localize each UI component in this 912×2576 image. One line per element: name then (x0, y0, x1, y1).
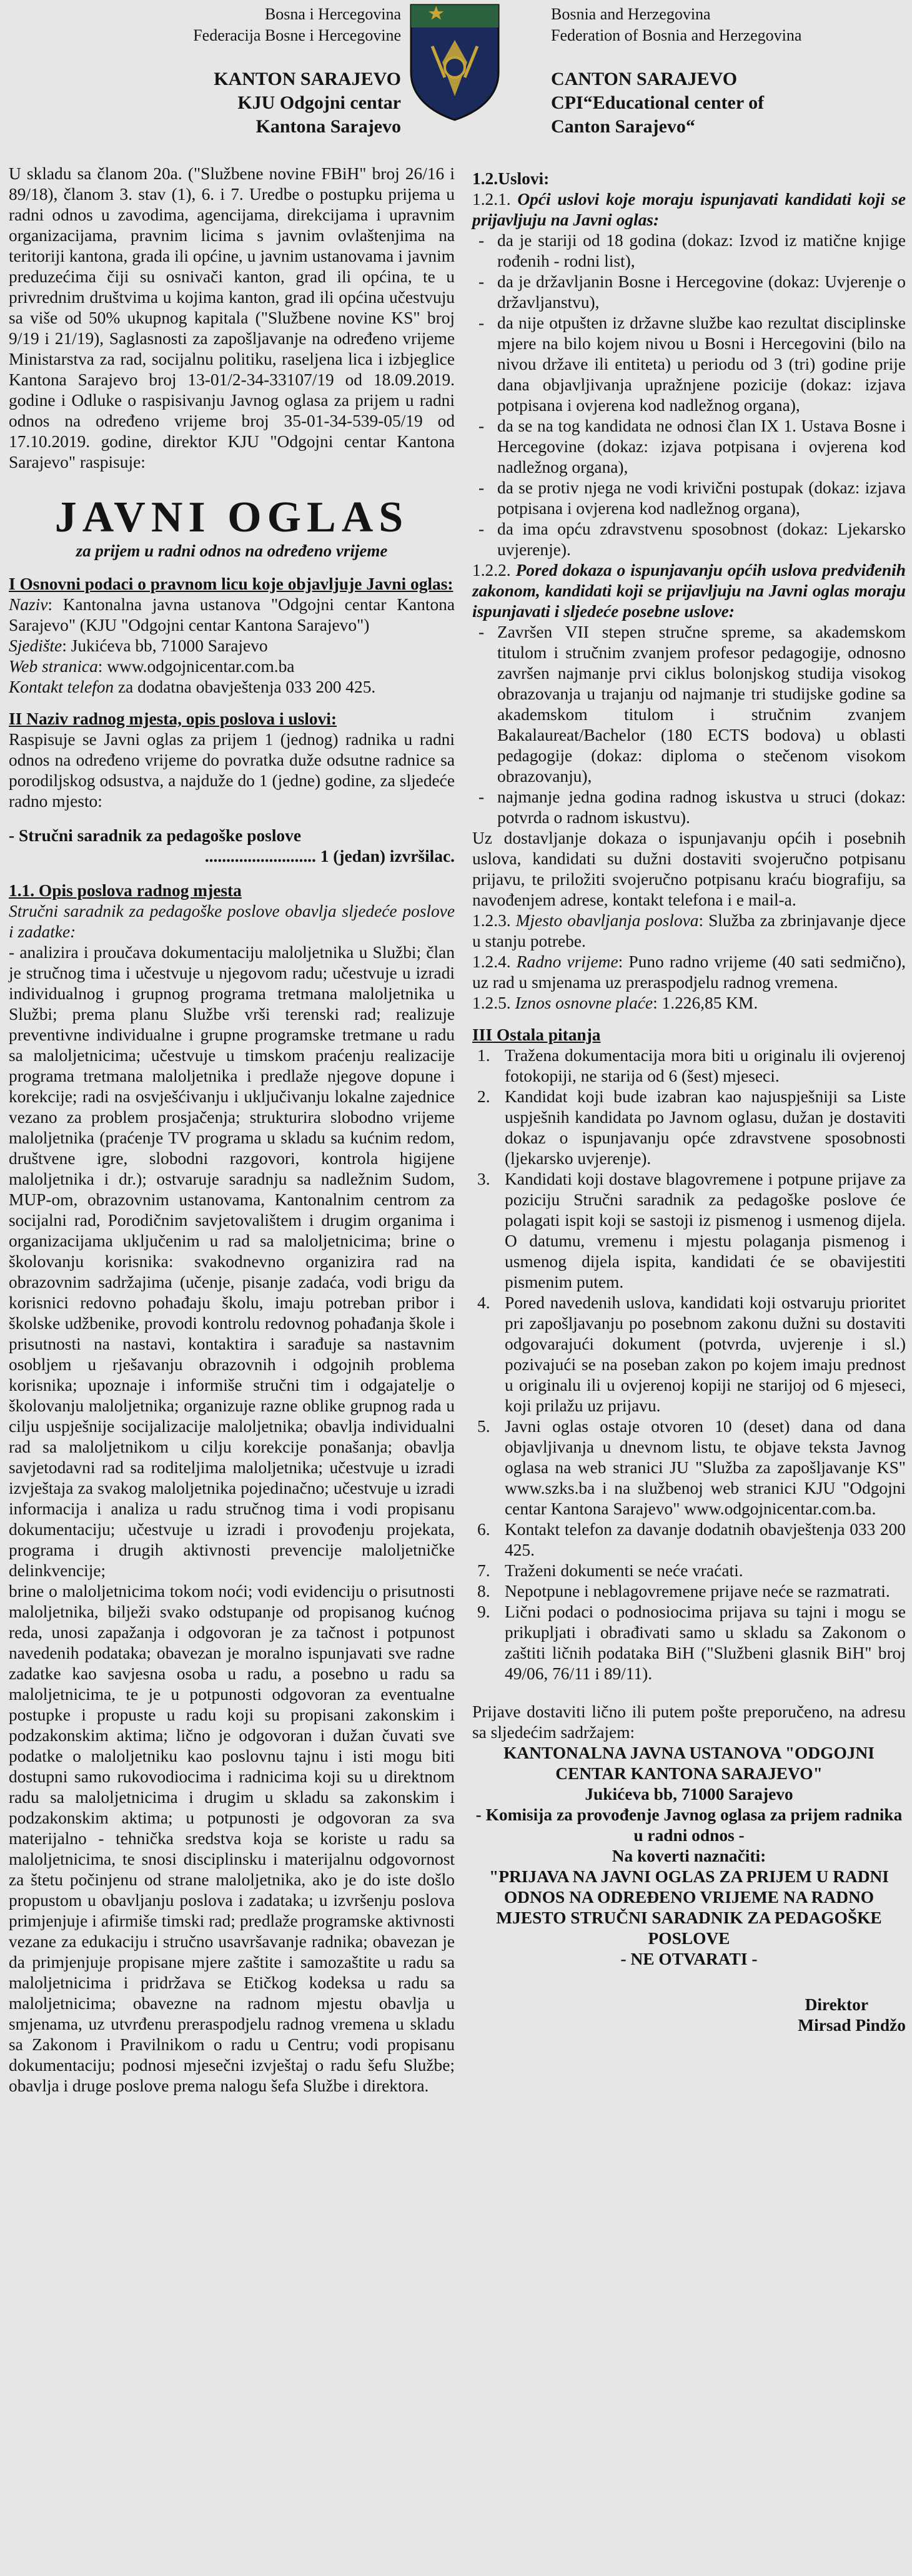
kontakt-value: za dodatna obavještenja 033 200 425. (114, 678, 376, 696)
kontakt-line (9, 677, 455, 698)
list-item: - da ima opću zdravstvenu sposobnost (dokaz: Ljekarsko uvjerenje). (472, 519, 906, 560)
other-issues-list (472, 1045, 906, 1684)
vrijeme-label: Radno vrijeme (516, 952, 618, 971)
left-column (9, 164, 455, 2096)
institution-name-cont: Kantona Sarajevo (255, 116, 401, 137)
list-item: 7. Traženi dokumenti se neće vraćati. (477, 1561, 743, 1580)
job-description-text-2: brine o maloljetnicima tokom noći; vodi evidenciju o prisutnosti maloljetnika, bilježi svako odstupanje od propisanog kućnog reda, unosi zapažanja i odgovoran je za tačnost i potpunost navedenih podataka; obavezan je moralno ispunjavati sve radne zadatke kao savjesna osoba u radu, a posebno u radu sa maloljetnicima, te je u potpunosti odgovoran za eventualne postupke i propuste u radu koji su propisani zakonskim i podzakonskim aktima; lično je odgovoran i dužan čuvati sve podatke o maloljetniku kao poslovnu tajnu i isti mogu biti dostupni samo rukovodiocima i radnicima koji su u direktnom radu sa maloljetnicima i drugim u skladu sa zakonskim i podzakonskim aktima; u potpunosti je odgovoran za sva materijalno - tehnička sredstva koja se koriste u radu sa maloljetnicima, te snosi disciplinsku i materijalnu odgovornost za štetu počinjenu od strane maloljetnika, ako je do iste došlo propustom u obavljanju poslova i zadataka; u izvršenju poslova primjenjuje i afirmiše timski rad; predlaže programske aktivnosti vezane za edukaciju i stručno usavršavanje radnika; obavezan je da primjenjuje propisane mjere zaštite i samozaštite u radu sa maloljetnicima i pridržava se Etičkog kodeksa u radu sa maloljetnicima; obavezne na radnom mjestu obavlja u smjenama, uz utvrđenu preraspodjelu radnog vremena u skladu sa Zakonom i Pravilnikom o radu u Centru; vodi propisanu dokumentaciju; podnosi mjesečni izvještaj o radu šefu Službe; obavlja i druge poslove prema nalogu šefa Službe i direktora. (9, 1582, 455, 2095)
mjesto-label: Mjesto obavljanja poslova (515, 911, 699, 930)
sjediste-value: : Jukićeva bb, 71000 Sarajevo (62, 636, 268, 655)
list-item: - da nije otpušten iz državne službe kao rezultat disciplinske mjere na bilo kojem nivou u Bosni i Hercegovini (bilo na nivou države ili entiteta) u periodu od 3 (tri) godine prije dana objavljivanja upražnjene pozicije (dokaz: izjava potpisana i ovjerena kod nadležnog organa), (472, 313, 906, 416)
list-item: - Završen VII stepen stručne spreme, sa akademskom titulom i stručnim zvanjem profesor pedagogije, odnosno završen najmanje prvi ciklus bolonjskog studija visokog obrazovanja u trajanju od najmanje tri studijske godine sa akademskom titulom i stručnim zvanjem Bakalaureat/Bachelor (180 ECTS bodova) u oblasti pedagogije (dokaz: diploma o stečenom visokom obrazovanju), (472, 622, 906, 787)
list-item: 8. Nepotpune i neblagovremene prijave neće se razmatrati. (477, 1582, 890, 1601)
notice-subtitle: za prijem u radni odnos na određeno vrijeme (76, 541, 388, 560)
section-2-text: Raspisuje se Javni oglas za prijem 1 (jednog) radnika u radni odnos na određeno vrijeme do povratka duže odsutne radnice sa porodiljskog odsustva, a najduže do 1 (jedne) godine, za sljedeće radno mjesto: (9, 730, 455, 811)
naziv-label: Naziv (9, 595, 48, 614)
address-commission: - Komisija za provođenje Javnog oglasa za prijem radnika u radni odnos - (475, 1805, 903, 1845)
letterhead-local (51, 4, 401, 139)
list-item: - da se protiv njega ne vodi krivični postupak (dokaz: izjava potpisana i ovjerena kod nadležnog organa), (472, 478, 906, 519)
mjesto-num: 1.2.3. (472, 911, 516, 930)
list-item: 1. Tražena dokumentacija mora biti u originalu ili ovjerenoj fotokopiji, ne starija od 6 (šest) mjeseci. (477, 1046, 906, 1085)
federation-name-en: Federation of Bosnia and Herzegovina (551, 26, 802, 44)
canton-name: KANTON SARAJEVO (214, 69, 401, 89)
opci-lead: Opći uslovi koje moraju ispunjavati kandidati koji se prijavljuju na Javni oglas: (472, 190, 906, 229)
section-3-title: III Ostala pitanja (472, 1025, 601, 1044)
institution-name-en: CPI“Educational center of (551, 92, 765, 113)
work-location-line (472, 910, 906, 952)
list-item: - da je državljanin Bosne i Hercegovine (dokaz: Uvjerenje o državljanstvu), (472, 272, 906, 313)
placa-num: 1.2.5. (472, 994, 515, 1012)
job-description-lead: Stručni saradnik za pedagoške poslove obavlja sljedeće poslove i zadatke: (9, 902, 455, 941)
right-column (472, 164, 906, 2036)
job-description-text: - analizira i proučava dokumentaciju maloljetnika u Službi; član je stručnog tima i učestvuje u njegovom radu; učestvuje u izradi individualnog i grupnog programa tretmana maloljetnika u Službi; prema planu Službe vrši terenski rad; realizuje preventivne individualne i grupne programske tretmane u radu sa maloljetnicima; učestvuje u timskom praćenju realizacije programa tretmana maloljetnika i predlaže njegove dopune i korekcije; radi na osvješćivanju i uključivanju lokalne zajednice vezano za problem prosjačenja; strukturira slobodno vrijeme maloljetnika (praćenje TV programa u skladu sa kućnim redom, društvene igre, slobodni razgovori, kontrola higijene maloljetnika i dr.); ostvaruje saradnju sa nadležnim Sudom, MUP-om, obrazovnim ustanovama, Kantonalnim centrom za socijalni rad, Porodičnim savjetovalištem i drugim organima i organizacijama uključenim u rad sa maloljetnicima; brine o školovanju korisnika: svakodnevno organizira rad na obrazovnim sadržajima (učenje, pisanje zadaća, vodi brigu da korisnici redovno pohađaju školu, imaju potreban pribor i školske udžbenike, provodi kontrolu redovnog pohađanja škole i prisutnosti na nastavi, kontaktira i sarađuje sa nastavnim osobljem u rješavanju obrazovnih i odgojnih problema korisnika; upoznaje i informiše stručni tim i odgajatelje o školovanju maloljetnika; organizuje razne oblike grupnog rada u cilju uspješnije socijalizacije maloljetnika; obavlja individualni rad sa maloljetnikom u cilju korekcije ponašanja; obavlja savjetodavni rad sa roditeljima maloljetnika; učestvuje u izradi izvještaja za svakog maloljetnika pojedinačno; učestvuje u izradi informacija i analiza u radu stručnog tima i vodi propisanu dokumentaciju; učestvuje u izradi i provođenju projekata, programa i drugih aktivnosti prevencije maloljetničke delinkvencije; (9, 943, 455, 1580)
envelope-note-label: Na koverti naznačiti: (612, 1847, 766, 1865)
uslovi-title: 1.2.Uslovi: (472, 169, 550, 188)
job-description-title: 1.1. Opis poslova radnog mjesta (9, 881, 242, 900)
list-item: 2. Kandidat koji bude izabran kao najuspješniji sa Liste uspješnih kandidata po Javnom oglasu, dužan je dostaviti dokaz o ispunjavanju opće zdravstvene sposobnosti (ljekarsko uvjerenje). (477, 1087, 906, 1168)
federation-name: Federacija Bosne i Hercegovine (193, 26, 401, 44)
mjesto-value: : Služba za zbrinjavanje djece u stanju potrebe. (472, 911, 906, 950)
web-line (9, 656, 455, 677)
list-item: 4. Pored navedenih uslova, kandidati koji ostvaruju prioritet pri zapošljavanju po posebnom zakonu dužni su dostaviti odgovarajući dokument (potvrda, uvjerenje i sl.) pozivajući se na poseban zakon po kojem imaju prednost u originalu ili u ovjerenoj kopiji ne starijoj od 6 mjeseci, koji prilažu uz prijavu. (477, 1293, 906, 1415)
country-name: Bosna i Hercegovina (264, 5, 401, 23)
naziv-value: : Kantonalna javna ustanova "Odgojni centar Kantona Sarajevo" (KJU "Odgojni centar Kantona Sarajevo") (9, 595, 455, 634)
intro-paragraph: U skladu sa članom 20a. ("Službene novine FBiH" broj 26/16 i 89/18), članom 3. stav (1), 6. i 7. Uredbe o postupku prijema u radni odnos u zavodima, agencijama, direkcijama i upravnim organizacijama, pravnim licima s javnim ovlaštenjima na teritoriji kantona, grada ili općine, u javnim ustanovama i javnim preduzećima čiji su osnivači kanton, grad ili općina, te u privrednim društvima u kojima kanton, grad ili općina učestvuju sa više od 50% ukupnog kapitala ("Službene novine KS" broj 9/19 i 21/19), Saglasnosti za zapošljavanje na određeno vrijeme Ministarstva za rad, socijalnu politiku, raseljena lica i izbjeglice Kantona Sarajevo broj 13-01/2-34-33107/19 od 18.09.2019. godine i Odluke o raspisivanju Javnog oglasa za prijem u radni odnos na određeno vrijeme broj 35-01-34-539-05/19 od 17.10.2019. godine, direktor KJU "Odgojni centar Kantona Sarajevo" raspisuje: (9, 164, 455, 471)
web-label: Web stranica (9, 657, 98, 676)
web-value[interactable]: : www.odgojnicentar.com.ba (97, 657, 295, 676)
vrijeme-num: 1.2.4. (472, 952, 517, 971)
naziv-line (9, 595, 455, 636)
signatory-title: Direktor (805, 1995, 868, 2014)
list-item: 5. Javni oglas ostaje otvoren 10 (deset) dana od dana objavljivanja u dnevnom listu, te objave teksta Javnog oglasa na web stranici JU "Služba za zapošljavanje KS" www.szks.ba i na službenoj web stranici KJU "Odgojni centar Kantona Sarajevo" www.odgojnicentar.com.ba. (477, 1417, 906, 1518)
submission-instructions: Prijave dostaviti lično ili putem pošte preporučeno, na adresu sa sljedećim sadržajem: (472, 1702, 906, 1742)
opci-uslovi-list (472, 230, 906, 560)
institution-name-en-cont: Canton Sarajevo“ (551, 116, 695, 137)
list-item: 9. Lični podaci o podnosiocima prijava su tajni i mogu se prikupljati i obrađivati samo u skladu sa Zakonom o zaštiti ličnih podataka BiH ("Službeni glasnik BiH" broj 49/06, 76/11 i 89/11). (477, 1602, 906, 1683)
letterhead-english (551, 4, 901, 139)
address-institution: KANTONALNA JAVNA USTANOVA "ODGOJNI CENTAR KANTONA SARAJEVO" (503, 1744, 875, 1783)
do-not-open-note: - NE OTVARATI - (620, 1950, 758, 1968)
posebni-lead: Pored dokaza o ispunjavanju općih uslova predviđenih zakonom, kandidati koji se prijavljuju na Javni oglas moraju ispunjavati i sljedeće posebne uslove: (472, 561, 906, 621)
salary-line (472, 993, 906, 1014)
vrijeme-value: : Puno radno vrijeme (40 sati sedmično), uz rad u smjenama uz preraspodjelu radnog vremena. (472, 952, 906, 992)
position-name: - Stručni saradnik za pedagoške poslove (9, 826, 301, 845)
institution-name: KJU Odgojni centar (237, 92, 401, 113)
position-count: .......................... 1 (jedan) izvršilac. (204, 847, 455, 866)
posebni-uslovi-lead (472, 560, 906, 622)
list-item: 3. Kandidati koji dostave blagovremene i potpune prijave za poziciju Stručni saradnik za pedagoške poslove će polagati ispit koji se sastoji iz pismenog i usmenog dijela. O datumu, vremenu i mjestu polaganja pismenog i usmenog dijela ispita, kandidati će se obavijestiti pismenim putem. (477, 1170, 906, 1291)
documents-note: Uz dostavljanje dokaza o ispunjavanju općih i posebnih uslova, kandidati su dužni dostaviti svojeručno potpisanu prijavu, te priložiti svojeručno potpisanu kraću biografiju, sa navođenjem adrese, kontakt telefona i e mail-a. (472, 829, 906, 909)
opci-uslovi-lead (472, 189, 906, 230)
canton-name-en: CANTON SARAJEVO (551, 69, 738, 89)
list-item: - najmanje jedna godina radnog iskustva u struci (dokaz: potvrda o radnom iskustvu). (472, 787, 906, 828)
posebni-uslovi-list (472, 622, 906, 828)
placa-value: : 1.226,85 KM. (653, 994, 758, 1012)
list-item: 6. Kontakt telefon za davanje dodatnih obavještenja 033 200 425. (477, 1520, 906, 1559)
sjediste-line (9, 636, 455, 656)
section-1-title: I Osnovni podaci o pravnom licu koje objavljuje Javni oglas: (9, 575, 454, 593)
sjediste-label: Sjedište (9, 636, 62, 655)
canton-coat-of-arms-icon (407, 2, 502, 122)
list-item: - da je stariji od 18 godina (dokaz: Izvod iz matične knjige rođenih - rodni list), (472, 230, 906, 272)
signatory-name: Mirsad Pindžo (798, 2016, 906, 2035)
work-time-line (472, 952, 906, 993)
country-name-en: Bosnia and Herzegovina (551, 5, 711, 23)
address-street: Jukićeva bb, 71000 Sarajevo (585, 1785, 793, 1804)
letterhead (0, 0, 912, 169)
notice-title: JAVNI OGLAS (54, 493, 409, 541)
opci-num: 1.2.1. (472, 190, 518, 209)
posebni-num: 1.2.2. (472, 561, 516, 580)
section-2-title: II Naziv radnog mjesta, opis poslova i uslovi: (9, 709, 337, 728)
list-item: - da se na tog kandidata ne odnosi član IX 1. Ustava Bosne i Hercegovine (dokaz: izjava potpisana i ovjerena kod nadležnog organa), (472, 416, 906, 478)
kontakt-label: Kontakt telefon (9, 678, 114, 696)
placa-label: Iznos osnovne plaće (515, 994, 653, 1012)
envelope-note-text: "PRIJAVA NA JAVNI OGLAS ZA PRIJEM U RADNI ODNOS NA ODREĐENO VRIJEME NA RADNO MJESTO STRUČNI SARADNIK ZA PEDAGOŠKE POSLOVE (489, 1867, 889, 1948)
